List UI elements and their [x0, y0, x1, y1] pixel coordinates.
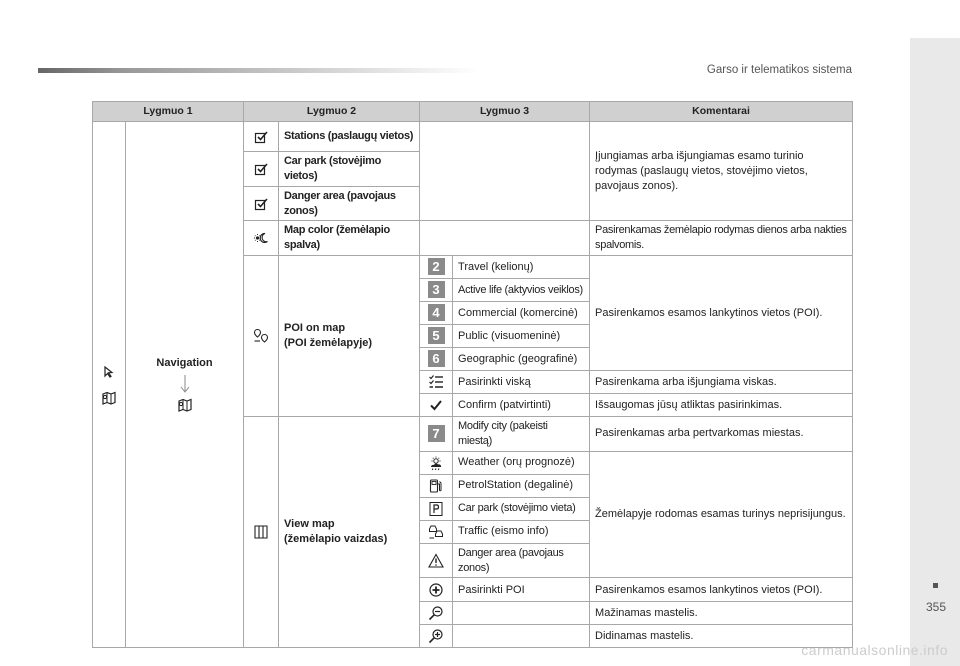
view-line2: (žemėlapio vaizdas): [284, 533, 388, 546]
header-level2: Lygmuo 2: [244, 102, 420, 122]
view-line1: View map: [284, 518, 335, 531]
modify-city-comment: Pasirenkamas arba pertvarkomas miestas.: [590, 417, 853, 452]
public-label: Public (visuomeninė): [453, 325, 590, 348]
view-map-cell: [279, 417, 420, 648]
poi-line1: POI on map: [284, 322, 346, 335]
checkmark-icon: [428, 397, 444, 413]
number-badge: 4: [428, 304, 445, 321]
travel-label: Travel (kelionų): [453, 256, 590, 279]
poi-comment: Pasirenkamos esamos lankytinos vietos (POI).: [590, 256, 853, 371]
poi-line2: (POI žemėlapyje): [284, 337, 373, 350]
select-poi-label: Pasirinkti POI: [453, 578, 590, 602]
warning-triangle-icon: [428, 553, 444, 569]
header-level3: Lygmuo 3: [420, 102, 590, 122]
add-poi-icon: [428, 582, 444, 598]
active-label: Active life (aktyvios veiklos): [453, 279, 590, 302]
navigation-label: Navigation: [156, 357, 213, 370]
table-row: [93, 122, 853, 152]
map-settings-icon: [101, 390, 117, 406]
modify-city-label: Modify city (pakeisti miestą): [453, 417, 590, 452]
zoom-in-icon: [428, 628, 444, 644]
weather-icon: [428, 455, 444, 471]
mapcolor-comment: Pasirenkamas žemėlapio rodymas dienos arba nakties spalvomis.: [590, 221, 853, 256]
petrol-station-icon: [428, 478, 444, 494]
checkbox-checked-icon: [253, 161, 269, 177]
empty-level3-cell: [420, 122, 590, 221]
traffic-label: Traffic (eismo info): [453, 520, 590, 543]
page-marker: [933, 583, 938, 588]
select-poi-comment: Pasirenkamos esamos lankytinos vietos (POI).: [590, 578, 853, 602]
stations-label: Stations (paslaugų vietos): [279, 122, 420, 152]
danger-label: Danger area (pavojaus zonos): [279, 186, 420, 221]
confirm-label: Confirm (patvirtinti): [453, 394, 590, 417]
view-map-icon: [253, 524, 269, 540]
down-arrow-icon: [180, 375, 190, 393]
right-sidebar: [910, 38, 960, 666]
checkbox-checked-icon: [253, 129, 269, 145]
confirm-comment: Išsaugomas jūsų atliktas pasirinkimas.: [590, 394, 853, 417]
commercial-label: Commercial (komercinė): [453, 302, 590, 325]
level2-navigation-cell: [126, 122, 244, 648]
menu-table: [92, 101, 853, 648]
header-level1: Lygmuo 1: [93, 102, 244, 122]
parking-icon: [428, 501, 444, 517]
zoom-out-icon: [428, 605, 444, 621]
view-comment: Žemėlapyje rodomas esamas turinys neprisijungus.: [590, 451, 853, 578]
number-badge: 6: [428, 350, 445, 367]
carpark-label: Car park (stovėjimo vietos): [279, 152, 420, 187]
checkbox-cell: [244, 122, 279, 152]
level1-cell: [93, 122, 126, 648]
petrol-label: PetrolStation (degalinė): [453, 474, 590, 497]
number-badge: 5: [428, 327, 445, 344]
watermark: carmanualsonline.info: [801, 642, 948, 658]
number-badge: 7: [428, 425, 445, 442]
page-header-title: Garso ir telematikos sistema: [706, 64, 852, 76]
header-comments: Komentarai: [590, 102, 853, 122]
geographic-label: Geographic (geografinė): [453, 348, 590, 371]
day-night-icon: [253, 230, 269, 246]
mapcolor-label: Map color (žemėlapio spalva): [279, 221, 420, 256]
select-all-label: Pasirinkti viską: [453, 371, 590, 394]
zoom-out-comment: Mažinamas mastelis.: [590, 602, 853, 625]
poi-map-icon: [253, 328, 269, 344]
carpark2-label: Car park (stovėjimo vieta): [453, 497, 590, 520]
map-settings-icon: [177, 397, 193, 413]
danger2-label: Danger area (pavojaus zonos): [453, 543, 590, 578]
select-all-comment: Pasirenkama arba išjungiama viskas.: [590, 371, 853, 394]
group1-comment: Įjungiamas arba išjungiamas esamo turinio rodymas (paslaugų vietos, stovėjimo vietos, pavojaus zonos).: [590, 122, 853, 221]
select-all-list-icon: [428, 374, 444, 390]
header-gradient-bar: [38, 68, 478, 73]
traffic-icon: [428, 524, 444, 540]
poi-on-map-cell: [279, 256, 420, 417]
navigation-arrow-icon: [101, 364, 117, 380]
weather-label: Weather (orų prognozė): [453, 451, 590, 474]
number-badge: 3: [428, 281, 445, 298]
page-number: 355: [925, 600, 946, 614]
table-header-row: [93, 102, 853, 122]
number-badge: 2: [428, 258, 445, 275]
zoom-in-comment: Didinamas mastelis.: [590, 625, 853, 648]
checkbox-checked-icon: [253, 196, 269, 212]
